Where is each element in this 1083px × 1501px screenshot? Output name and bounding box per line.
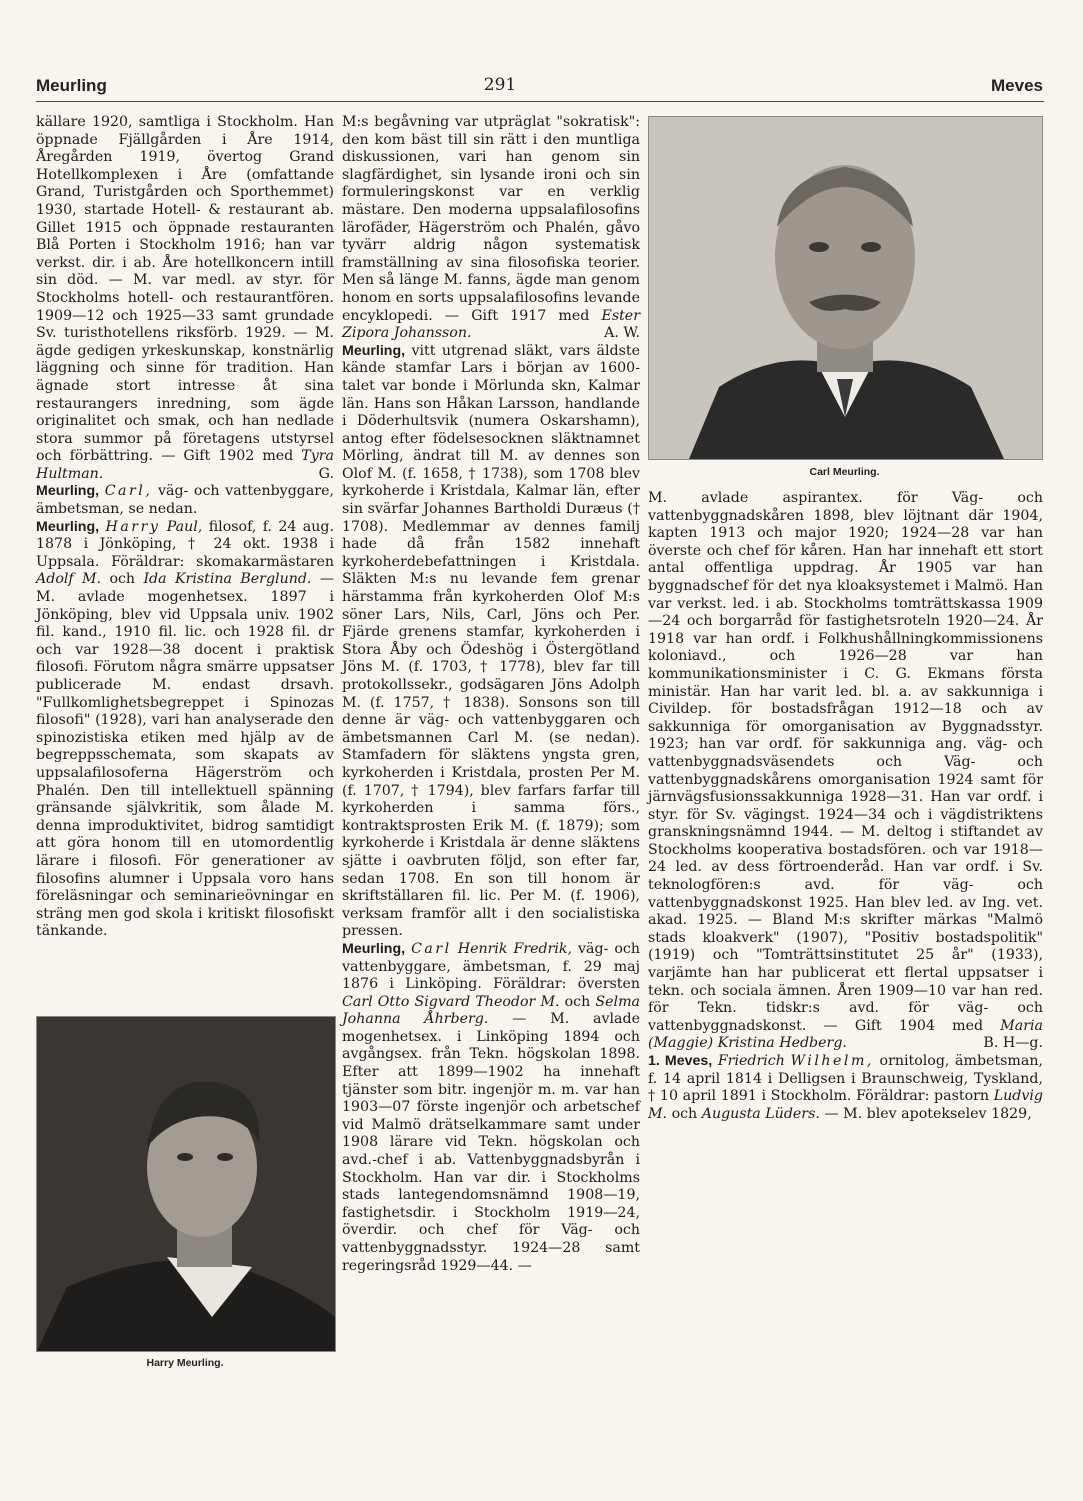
paragraph	[648, 490, 1043, 1053]
father-name: Ludvig M.	[648, 1088, 1043, 1122]
entry-text: väg- och vattenbyggare, ämbetsman, f. 29 maj 1876 i Linköping. Föräldrar: översten	[342, 940, 641, 993]
entry-text: och	[671, 1105, 698, 1122]
entry-forename-2: Wilhelm,	[790, 1053, 874, 1069]
running-head-right: Meves	[991, 76, 1043, 95]
page-number: 291	[483, 75, 517, 95]
entry-forename: Carl,	[104, 483, 153, 500]
entry-text: källare 1920, samtliga i Stockholm. Han öppnade Fjällgården i Åre 1914, Åregården 1919, övertog Grand Hotellkomplexen i Åre (omfattande Grand, Turistgården och Sporthemmet) 1930, startade Hotell- & restaurant ab. Gillet 1915 och öppnade restauranten Blå Porten i Stockholm 1916; han var verkst. dir. i ab. Åre hotellkoncern intill sin död. — M. var medl. av styr. för Stockholms hotell- och restaurantfören. 1909—12 och 1925—33 samt grundade Sv. turisthotellens riksförb. 1929. — M. ägde gedigen yrkeskunskap, konstnärlig läggning och sinne för tradition. Han ägnade stort intresse åt sina restaurangers inredning, som ägde originalitet och smak, och han nedlade stora summor på företagens utstyrsel och förbättring. — Gift 1902 med	[36, 114, 334, 465]
photo-caption: Harry Meurling.	[146, 1357, 224, 1369]
portrait-image	[649, 117, 1042, 459]
entry-headword: Meurling,	[342, 940, 406, 957]
portrait-image	[37, 1017, 335, 1351]
entry-headword: Meurling,	[36, 518, 100, 535]
photo-caption: Carl Meurling.	[809, 466, 880, 478]
paragraph	[36, 114, 334, 483]
running-head-left: Meurling	[36, 76, 107, 95]
author-signature: A. W.	[604, 325, 640, 342]
entry-carl-meurling	[342, 941, 640, 1275]
entry-forename: Carl	[411, 940, 452, 957]
spouse-name: Ester Zipora Johansson.	[342, 307, 640, 342]
entry-carl-ref	[36, 483, 334, 518]
entry-headword: Meurling,	[342, 342, 406, 359]
author-signature: B. H—g.	[983, 1035, 1043, 1052]
paragraph	[342, 114, 640, 343]
portrait-harry-meurling	[36, 1016, 336, 1352]
father-name: Carl Otto Sigvard Theodor M.	[342, 993, 560, 1010]
header-rule	[36, 101, 1044, 102]
entry-forename-2: Paul,	[166, 518, 203, 535]
entry-headword: 1. Meves,	[648, 1053, 713, 1069]
column-2	[342, 114, 640, 1275]
entry-text: vitt utgrenad släkt, vars äldste kände stamfar Lars i början av 1600-talet var bonde i Mörlunda skn, Kalmar län. Hans son Håkan Larsson, handlande i Döderhultsvik (numera Oskarshamn), antog efter födelsesocknen släktnamnet Mörling, ändrat till M. av dennes son Olof M. (f. 1658, † 1738), som 1708 blev kyrkoherde i Kristdala, Kalmar län, efter sin svärfar Johannes Bartholdi Duræus († 1708). Medlemmar av dennes familj hade då från 1582 innehaft kyrkoherdebefattningen i Kristdala. Släkten M:s nu levande fem grenar härstamma från kyrkoherden Olof M:s söner Lars, Nils, Carl, Jöns och Per. Fjärde grenens stamfar, kyrkoherden i Stora Åby och Ödeshög i Östergötland Jöns M. (f. 1703, † 1778), blev far till protokollssekr., godsägaren Jöns Adolph M. (f. 1757, † 1838). Sonsons son till denne är väg- och vattenbyggaren och ämbetsmannen Carl M. (se nedan). Stamfadern för släktens yngsta gren, kyrkoherden i Kristdala, prosten Per M. (f. 1707, † 1794), blev farfars farfar till kyrkoherden i samma förs., kontraktsprosten Erik M. (f. 1879); som kyrkoherde i Kristdala är denne släktens sjätte i oavbruten följd, son efter far, sedan 1708. En son till honom är skriftställaren fil. lic. Per M. (f. 1906), verksam framför allt i den socialistiska pressen.	[342, 342, 640, 940]
entry-forename: Friedrich	[717, 1053, 785, 1069]
entry-text: — M. avlade mogenhetsex. i Linköping 1894 och avgångsex. från Tekn. högskolan 1898. Efter att 1899—1902 ha innehaft tjänster som bitr. ingenjör m. m. var han 1903—07 förste ingenjör och arbetschef vid Malmö drätselkammare samt under 1908 lärare vid Tekn. högskolan och avd.-chef i ab. Vattenbyggnadsbyrån i Stockholm. Han var dir. i Stockholms stads lantegendomsnämnd 1908—19, fastighetsdir. i Stockholm 1919—24, överdir. och chef för Väg- och vattenbyggnadsstyr. 1924—28 samt regeringsråd 1929—44. —	[342, 1011, 640, 1274]
mother-name: Augusta Lüders.	[701, 1105, 820, 1122]
entry-text: — M. blev apotekselev 1829,	[824, 1105, 1032, 1122]
entry-text: väg- och vattenbyggare, ämbetsman, se nedan.	[36, 483, 334, 518]
entry-harry-meurling	[36, 519, 334, 941]
father-name: Adolf M.	[36, 571, 102, 588]
column-1	[36, 114, 334, 941]
entry-forename-2: Henrik Fredrik,	[457, 940, 573, 957]
mother-name: Ida Kristina Berglund.	[143, 571, 312, 588]
column-3	[648, 490, 1043, 1123]
entry-forename: Harry	[105, 518, 161, 535]
entry-headword: Meurling,	[36, 483, 100, 500]
entry-text: M. avlade aspirantex. för Väg- och vattenbyggnadskåren 1898, blev löjtnant där 1904, kapten 1913 och major 1920; 1924—28 var han överste och chef för kåren. Han har innehaft ett stort antal offentliga uppdrag. År 1905 var han byggnadschef för det nya kloaksystemet i Malmö. Han var verkst. led. i ab. Stockholms tomträttskassa 1909—24 och borgarråd för fastighetsroteln 1920—24. År 1918 var han ordf. i Folkhushållningkommissionens koloniavd., och 1926—28 var han kommunikationsminister i C. G. Ekmans första ministär. Han har varit led. bl. a. av sakkunniga i Civildep. för bostadsfrågan 1912—18 och av sakkunniga för omorganisation av Byggnadsstyr. 1923; han var ordf. för sakkunniga ang. väg- och vattenbyggnadsväsendets och Väg- och vattenbyggnadskårens omorganisation 1924 samt för järnvägsfusionssakkunniga 1928—31. Han var ordf. i styr. för Sv. vägingst. 1924—34 och i vägdistriktens granskningsnämnd 1944. — M. deltog i stiftandet av Stockholms kooperativa bostadsfören. och var 1918—24 led. av dess förtroenderåd. Han var ordf. i Sv. teknologfören:s avd. för väg- och vattenbyggnadskonst 1925. Han blev led. av Ing. vet. akad. 1925. — Bland M:s skrifter märkas "Malmö stads kloakverk" (1907), "Positiv bostadspolitik" (1919) och "Tomträttsinstitutet 25 år" (1933), varjämte han har publicerat ett flertal uppsatser i tekn. och sociala ämnen. Åren 1909—10 var han red. för Tekn. tidskr:s avd. för väg- och vattenbyggnadskonst. — Gift 1904 med	[648, 490, 1043, 1034]
spouse-name: Maria (Maggie) Kristina Hedberg.	[648, 1017, 1044, 1052]
entry-text: ornitolog, ämbetsman, f. 14 april 1814 i Delligsen i Braunschweig, Tyskland, † 10 april 1891 i Stockholm. Föräldrar: pastorn	[648, 1053, 1043, 1105]
author-signature: G.	[318, 465, 334, 482]
entry-text: och	[564, 993, 591, 1010]
entry-text: — M. avlade mogenhetsex. 1897 i Jönköping, blev vid Uppsala univ. 1902 fil. kand., 1910 fil. lic. och 1928 fil. dr och var 1928—38 docent i praktisk filosofi. Förutom några smärre uppsatser publicerade M. endast drsavh. "Fullkomlighetsbegreppet i Spinozas filosofi" (1928), vari han analyserade den spinozistiska etiken med hjälp av de begreppsschemata, som skapats av uppsalafilosoferna Hägerström och Phalén. Den till intellektuell spänning gränsande självkritik, som ålade M. denna improduktivitet, bidrog samtidigt att göra honom till en utomordentlig lärare i filosofi. För generationer av filosofins alumner i Uppsala voro hans föreläsningar och seminarieövningar en sträng men god skola i kritiskt filosofiskt tänkande.	[36, 571, 334, 940]
entry-text: filosof, f. 24 aug. 1878 i Jönköping, † 24 okt. 1938 i Uppsala. Föräldrar: skomakarmästaren	[36, 518, 334, 570]
portrait-carl-meurling	[648, 116, 1043, 460]
entry-text: M:s begåvning var utpräglat "sokratisk": den kom bäst till sin rätt i den muntliga diskussionen, vari han genom sin slagfärdighet, sin lysande ironi och sin formuleringskonst var en verklig mästare. Den moderna uppsalafilosofins lärofäder, Hägerström och Phalén, gåvo tyvärr aldrig någon systematisk framställning av sina filosofiska teorier. Men så länge M. fanns, ägde man genom honom en sorts uppsalafilosofins levande encyklopedi. — Gift 1917 med	[342, 114, 640, 324]
entry-meves	[648, 1053, 1043, 1123]
entry-meurling-family	[342, 343, 640, 941]
spouse-name: Tyra Hultman.	[36, 448, 334, 482]
entry-text: och	[109, 571, 136, 588]
mother-name: Selma Johanna Åhrberg.	[342, 993, 640, 1028]
